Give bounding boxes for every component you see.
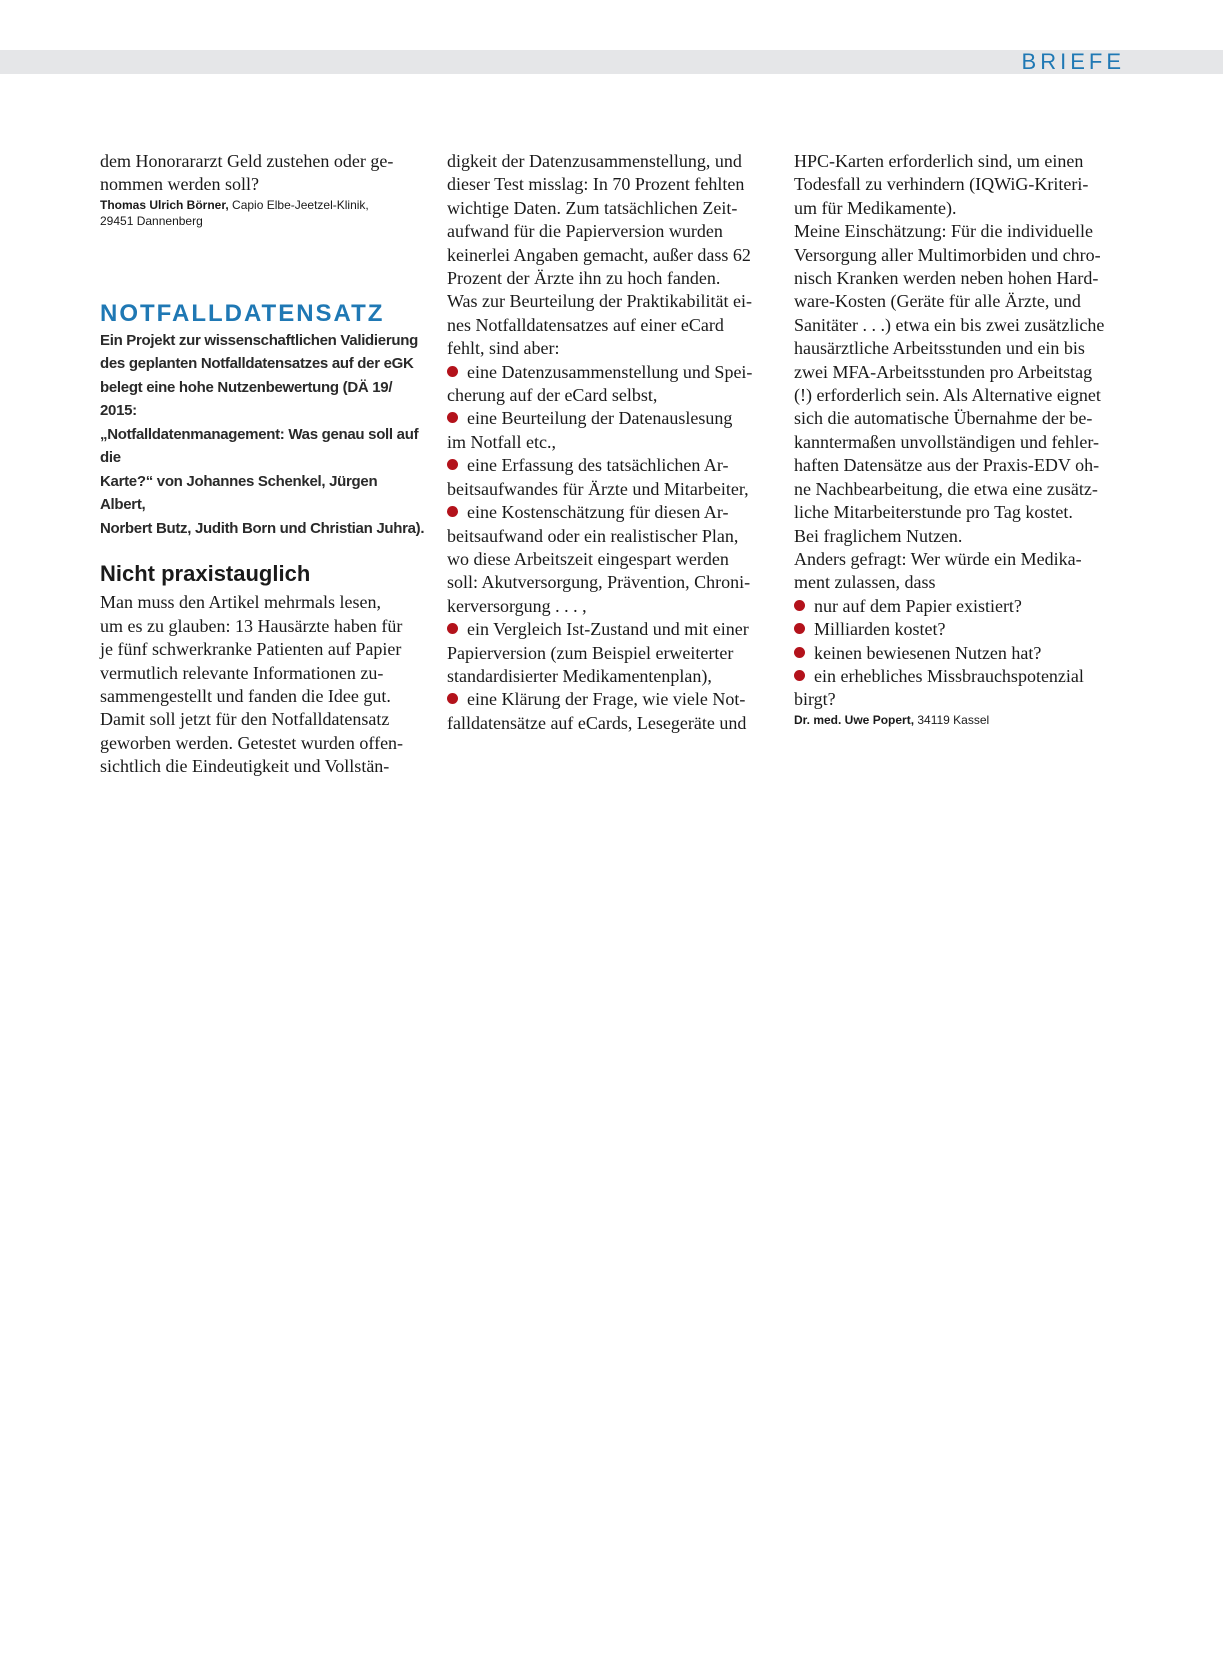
list-item: keinen bewiesenen Nutzen hat? <box>794 642 1124 665</box>
signature-2 <box>794 712 1124 728</box>
bullet-icon <box>447 366 458 377</box>
letter-body-continued: digkeit der Datenzusammenstellung, und dieser Test misslag: In 70 Prozent fehlten wichtige Daten. Zum tatsächlichen Zeit- aufwand für die Papierversion wurden keinerlei Angaben gemacht, außer dass 62 Prozent der Ärzte ihn zu hoch fanden. Was zur Beurteilung der Praktikabilität ei- nes Notfalldatensatzes auf einer eCard fehlt, sind aber: <box>447 151 752 359</box>
list-item: ein Vergleich Ist-Zustand und mit einer Papierversion (zum Beispiel erweiterter standardisierter Medikamentenplan), <box>447 619 749 686</box>
signature-1-name: Thomas Ulrich Börner, <box>100 197 229 212</box>
topic-lead: Ein Projekt zur wissenschaftlichen Validierung des geplanten Notfalldatensatzes auf der eGK belegt eine hohe Nutzenbewertung (DÄ 19/ 2015: „Notfalldatenmanagement: Was genau soll auf die Karte?“ von Johannes Schenkel, Jürgen Albert, Norbert Butz, Judith Born und Christian Juhra). <box>100 331 425 537</box>
missing-items-list <box>447 361 772 736</box>
column-2 <box>447 150 772 735</box>
paragraph: Bei fraglichem Nutzen. <box>794 525 963 546</box>
list-item: eine Beurteilung der Datenauslesung im Notfall etc., <box>447 408 733 452</box>
bullet-icon <box>794 600 805 611</box>
list-item: ein erhebliches Missbrauchspotenzial birgt? <box>794 665 1084 710</box>
list-item: eine Datenzusammenstellung und Spei- cherung auf der eCard selbst, <box>447 361 753 406</box>
paragraph: HPC-Karten erforderlich sind, um einen Todesfall zu verhindern (IQWiG-Kriteri- um für Medikamente). <box>794 151 1089 218</box>
column-1 <box>100 150 425 779</box>
signature-1 <box>100 197 425 229</box>
column-3 <box>794 150 1124 728</box>
bullet-icon <box>794 623 805 634</box>
signature-1-affiliation: Capio Elbe-Jeetzel-Klinik, 29451 Dannenberg <box>100 197 369 228</box>
list-item: nur auf dem Papier existiert? <box>794 595 1124 618</box>
question-list <box>794 595 1124 712</box>
list-item: Milliarden kostet? <box>794 618 1124 641</box>
list-item: eine Kostenschätzung für diesen Ar- beitsaufwand oder ein realistischer Plan, wo diese Arbeitszeit eingespart werden soll: Akutversorgung, Prävention, Chroni- kerversorgung . . . , <box>447 502 751 616</box>
letter-body-start: Man muss den Artikel mehrmals lesen, um es zu glauben: 13 Hausärzte haben für je fünf schwerkranke Patienten auf Papier vermutlich relevante Informationen zu- sammengestellt und fanden die Idee gut. Damit soll jetzt für den Notfalldatensatz geworben werden. Getestet wurden offen- sichtlich die Eindeutigkeit und Vollstän- <box>100 592 404 777</box>
signature-2-location: 34119 Kassel <box>914 712 990 727</box>
bullet-icon <box>794 647 805 658</box>
paragraph: Anders gefragt: Wer würde ein Medika- ment zulassen, dass <box>794 548 1082 593</box>
topic-heading: NOTFALLDATENSATZ <box>100 299 385 327</box>
bullet-icon <box>794 670 805 681</box>
section-label: BRIEFE <box>1021 49 1125 74</box>
bullet-icon <box>447 459 458 470</box>
bullet-icon <box>447 693 458 704</box>
list-item: eine Erfassung des tatsächlichen Ar- beitsaufwandes für Ärzte und Mitarbeiter, <box>447 455 749 499</box>
bullet-icon <box>447 623 458 634</box>
list-item: eine Klärung der Frage, wie viele Not- falldatensätze auf eCards, Lesegeräte und <box>447 689 747 733</box>
bullet-icon <box>447 506 458 517</box>
paragraph: Meine Einschätzung: Für die individuelle Versorgung aller Multimorbiden und chro- nisch Kranken werden neben hohen Hard- ware-Kosten (Geräte für alle Ärzte, und Sanitäter . . .) etwa ein bis zwei zusätzliche hausärztliche Arbeitsstunden und ein bis zwei MFA-Arbeitsstunden pro Arbeitstag (!) erforderlich sein. Als Alternative eignet sich die automatische Übernahme der be- kanntermaßen unvollständigen und fehler- haften Datensätze aus der Praxis-EDV oh- ne Nachbearbeitung, die etwa eine zusätz- liche Mitarbeiterstunde pro Tag kostet. <box>794 221 1105 523</box>
letter-title: Nicht praxistauglich <box>100 561 311 587</box>
previous-letter-ending: dem Honorararzt Geld zustehen oder ge- nommen werden soll? <box>100 151 394 195</box>
bullet-icon <box>447 412 458 423</box>
signature-2-name: Dr. med. Uwe Popert, <box>794 712 915 727</box>
